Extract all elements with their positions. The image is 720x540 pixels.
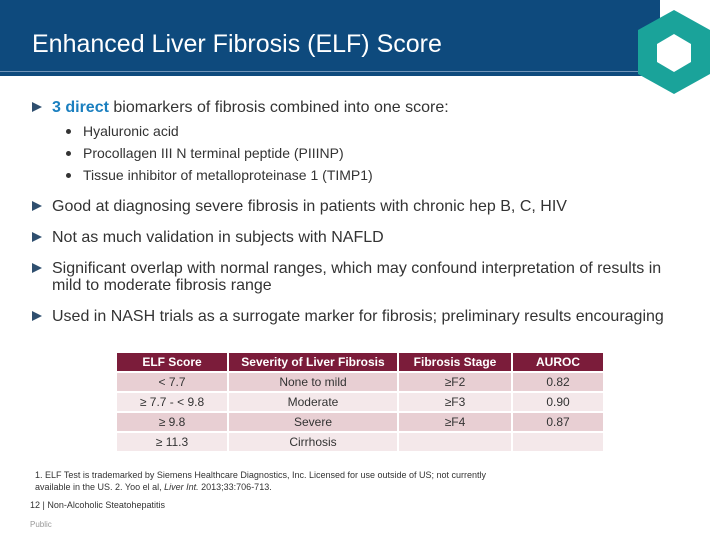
biomarker-item bbox=[66, 142, 672, 164]
footnote-line: 1. ELF Test is trademarked by Siemens Healthcare Diagnostics, Inc. Licensed for use outside of US; not currently bbox=[35, 470, 487, 480]
bullet-text: Good at diagnosing severe fibrosis in patients with chronic hep B, C, HIV bbox=[52, 198, 567, 215]
bullet-text: biomarkers of fibrosis combined into one score: bbox=[113, 99, 449, 116]
col-auroc: AUROC bbox=[513, 353, 603, 371]
biomarker-item bbox=[66, 120, 672, 142]
col-elf-score: ELF Score bbox=[117, 353, 227, 371]
table-cell: ≥ 9.8 bbox=[117, 413, 227, 431]
table-row bbox=[117, 413, 603, 431]
bullet-biomarkers bbox=[32, 99, 672, 116]
bullet-text: Used in NASH trials as a surrogate marker for fibrosis; preliminary results encouraging bbox=[52, 308, 664, 325]
bullet-text: Not as much validation in subjects with NAFLD bbox=[52, 229, 384, 246]
triangle-bullet-icon bbox=[32, 102, 42, 112]
table-cell bbox=[399, 433, 511, 451]
footnote-text: available in the US. 2. Yoo el al, bbox=[35, 482, 162, 492]
table-cell: ≥ 7.7 - < 9.8 bbox=[117, 393, 227, 411]
table-cell: ≥ 11.3 bbox=[117, 433, 227, 451]
footnote-text: 2013;33:706-713. bbox=[201, 482, 272, 492]
triangle-bullet-icon bbox=[32, 201, 42, 211]
triangle-bullet-icon bbox=[32, 263, 42, 273]
title-rule bbox=[0, 71, 660, 72]
table-cell: ≥F3 bbox=[399, 393, 511, 411]
table-cell: ≥F2 bbox=[399, 373, 511, 391]
triangle-bullet-icon bbox=[32, 311, 42, 321]
biomarker-item bbox=[66, 164, 672, 186]
dot-bullet-icon bbox=[66, 129, 71, 134]
table-cell bbox=[513, 433, 603, 451]
page-footer bbox=[30, 500, 165, 510]
hexagon-logo-icon bbox=[636, 8, 712, 96]
table-cell: 0.87 bbox=[513, 413, 603, 431]
table-cell: Severe bbox=[229, 413, 397, 431]
page-number: 12 bbox=[30, 500, 41, 510]
table-cell: Cirrhosis bbox=[229, 433, 397, 451]
bullet-count: 3 bbox=[52, 99, 61, 116]
footnote-line bbox=[35, 481, 595, 493]
title-bar bbox=[0, 0, 660, 76]
bullet-accent-word: direct bbox=[65, 99, 109, 116]
classification-label: Public bbox=[30, 520, 52, 529]
bullet-overlap bbox=[32, 260, 672, 294]
biomarker-label: Hyaluronic acid bbox=[83, 123, 179, 139]
table-cell: < 7.7 bbox=[117, 373, 227, 391]
triangle-bullet-icon bbox=[32, 232, 42, 242]
table-cell: ≥F4 bbox=[399, 413, 511, 431]
table-cell: 0.90 bbox=[513, 393, 603, 411]
footnote bbox=[35, 469, 595, 493]
table-cell: 0.82 bbox=[513, 373, 603, 391]
elf-score-table bbox=[115, 351, 605, 453]
journal-name: Liver Int. bbox=[164, 482, 199, 492]
dot-bullet-icon bbox=[66, 151, 71, 156]
table-cell: None to mild bbox=[229, 373, 397, 391]
col-fibrosis-stage: Fibrosis Stage bbox=[399, 353, 511, 371]
biomarker-label: Procollagen III N terminal peptide (PIIINP) bbox=[83, 145, 344, 161]
bullet-validation bbox=[32, 229, 672, 246]
table-cell: Moderate bbox=[229, 393, 397, 411]
bullet-nash-trials bbox=[32, 308, 672, 325]
biomarker-list bbox=[32, 120, 672, 186]
table-row bbox=[117, 433, 603, 451]
footer-separator: | bbox=[42, 500, 45, 510]
bullet-text: Significant overlap with normal ranges, which may confound interpretation of results in mild to moderate fibrosis range bbox=[52, 260, 662, 294]
bullet-diagnosing bbox=[32, 198, 672, 215]
biomarker-label: Tissue inhibitor of metalloproteinase 1 (TIMP1) bbox=[83, 167, 373, 183]
col-severity: Severity of Liver Fibrosis bbox=[229, 353, 397, 371]
table-row bbox=[117, 373, 603, 391]
bullet-list bbox=[32, 99, 672, 339]
dot-bullet-icon bbox=[66, 173, 71, 178]
table-row bbox=[117, 393, 603, 411]
footer-section: Non-Alcoholic Steatohepatitis bbox=[47, 500, 165, 510]
slide-title: Enhanced Liver Fibrosis (ELF) Score bbox=[32, 30, 442, 58]
table-header-row bbox=[117, 353, 603, 371]
